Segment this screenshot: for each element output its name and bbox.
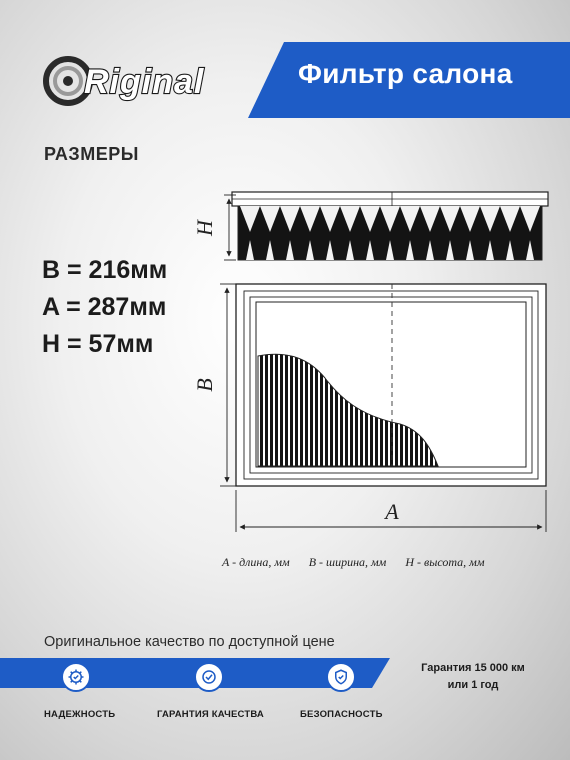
logo-text: Riginal [84, 63, 205, 101]
slogan: Оригинальное качество по доступной цене [44, 634, 335, 650]
brand-logo [44, 56, 244, 106]
gear-check-icon [67, 668, 85, 686]
warranty-text [398, 660, 548, 694]
banner-title: Фильтр салона [298, 58, 513, 89]
label-h: H [192, 220, 217, 236]
legend-height: H - высота, мм [405, 555, 485, 569]
warranty-line-1: Гарантия 15 000 км [421, 662, 525, 674]
dimension-h: H = 57мм [42, 330, 154, 358]
dimension-b: B = 216мм [42, 256, 168, 284]
feature-label-quality: ГАРАНТИЯ КАЧЕСТВА [157, 709, 264, 720]
feature-label-safety: БЕЗОПАСНОСТЬ [300, 709, 383, 720]
sizes-heading: РАЗМЕРЫ [44, 144, 139, 164]
filter-drawing [192, 186, 565, 536]
safety-badge [326, 662, 356, 692]
label-a: A [385, 499, 399, 524]
top-view [236, 284, 546, 486]
dimension-a: A = 287мм [42, 293, 167, 321]
side-view [232, 192, 548, 260]
feature-label-reliability: НАДЕЖНОСТЬ [44, 709, 116, 720]
quality-badge [194, 662, 224, 692]
warranty-line-2: или 1 год [447, 679, 499, 691]
legend-width: B - ширина, мм [308, 555, 387, 569]
reliability-badge [61, 662, 91, 692]
dimension-legend [222, 555, 501, 570]
legend-length: A - длина, мм [222, 555, 290, 569]
label-b: B [192, 378, 217, 392]
circle-check-icon [200, 668, 218, 686]
shield-check-icon [332, 668, 350, 686]
